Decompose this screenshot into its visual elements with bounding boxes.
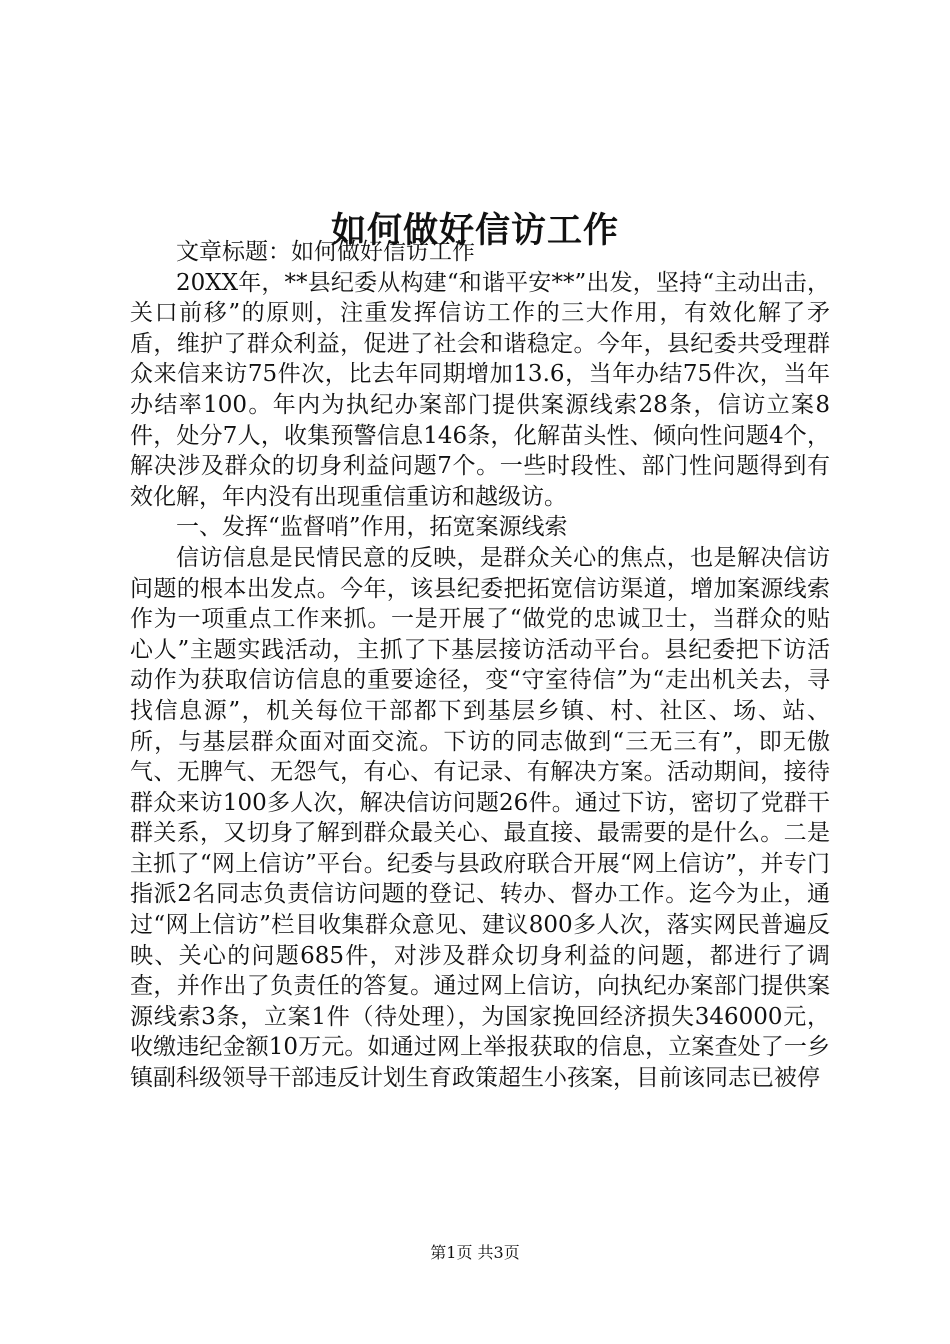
section-heading: 一、发挥“监督哨”作用，拓宽案源线索 [176,514,568,541]
section-paragraph: 信访信息是民情民意的反映，是群众关心的焦点，也是解决信访问题的根本出发点。今年，该县纪委把拓宽信访渠道，增加案源线索作为一项重点工作来抓。一是开展了“做党的忠诚卫士，当群众的贴心人”主题实践活动，主抓了下基层接访活动平台。县纪委把下访活动作为获取信访信息的重要途径，变“守室待信”为“走出机关去，寻找信息源”，机关每位干部都下到基层乡镇、村、社区、场、站、所，与基层群众面对面交流。下访的同志做到“三无三有”，即无傲气、无脾气、无怨气，有心、有记录、有解决方案。活动期间，接待群众来访100多人次，解决信访问题26件。通过下访，密切了党群干群关系，又切身了解到群众最关心、最直接、最需要的是什么。二是主抓了“网上信访”平台。纪委与县政府联合开展“网上信访”，并专门指派2名同志负责信访问题的登记、转办、督办工作。迄今为止，通过“网上信访”栏目收集群众意见、建议800多人次，落实网民普遍反映、关心的问题685件，对涉及群众切身利益的问题，都进行了调查，并作出了负责任的答复。通过网上信访，向执纪办案部门提供案源线索3条，立案1件（待处理），为国家挽回经济损失346000元，收缴违纪金额10万元。如通过网上举报获取的信息，立案查处了一乡镇副科级领导干部违反计划生育政策超生小孩案，目前该同志已被停 [130,544,830,1092]
intro-paragraph: 20XX年，**县纪委从构建“和谐平安**”出发，坚持“主动出击，关口前移”的原则，注重发挥信访工作的三大作用，有效化解了矛盾，维护了群众利益，促进了社会和谐稳定。今年，县纪委共受理群众来信来访75件次，比去年同期增加13.6，当年办结75件次，当年办结率100。年内为执纪办案部门提供案源线索28条，信访立案8件，处分7人，收集预警信息146条，化解苗头性、倾向性问题4个，解决涉及群众的切身利益问题7个。一些时段性、部门性问题得到有效化解，年内没有出现重信重访和越级访。 [130,269,830,510]
document-body [130,237,830,1094]
article-heading-line: 文章标题：如何做好信访工作 [176,239,475,265]
page-footer: 第1页 共3页 [430,1243,520,1262]
document-title: 如何做好信访工作 [330,210,619,252]
